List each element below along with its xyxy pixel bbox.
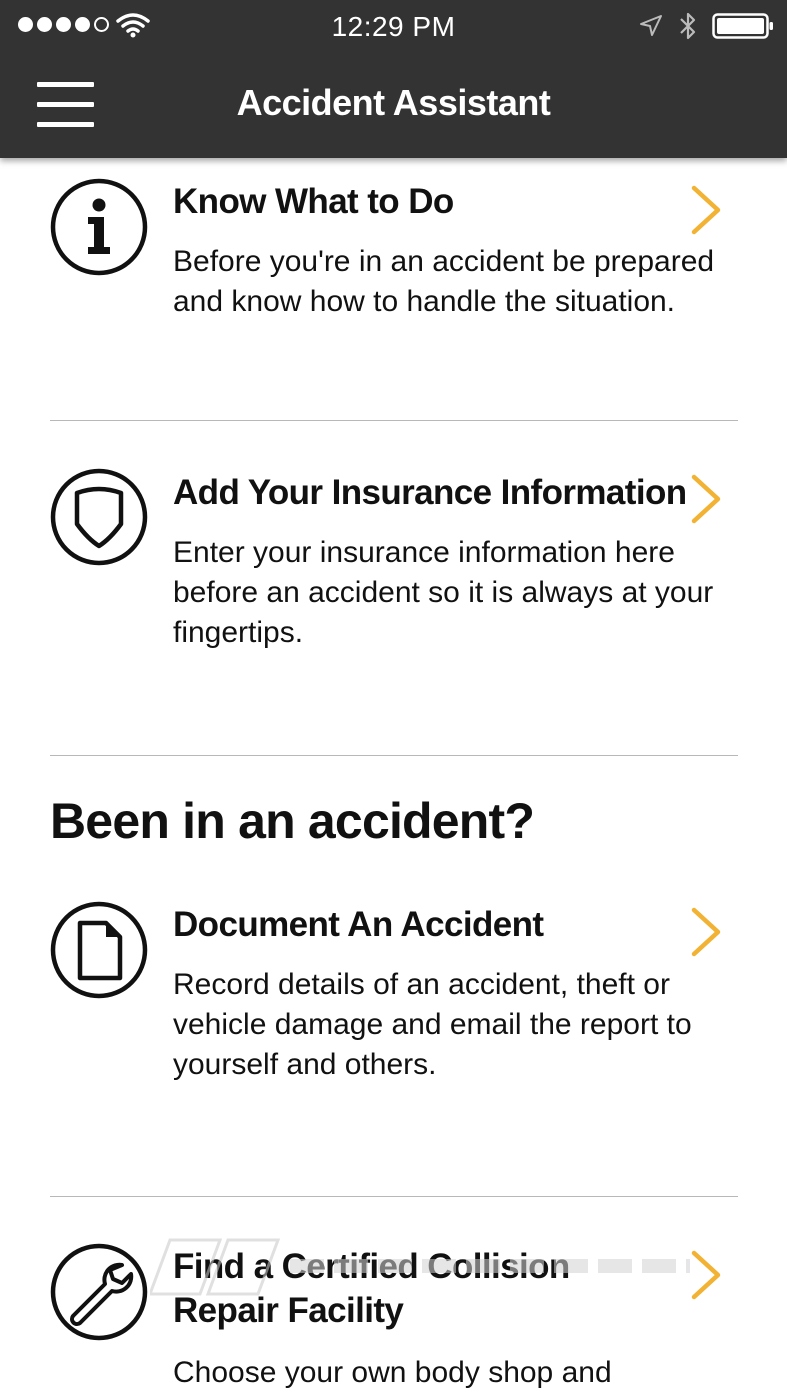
list-item-document-accident[interactable] bbox=[0, 888, 787, 1195]
chevron-right-icon bbox=[690, 184, 724, 236]
location-arrow-icon bbox=[638, 13, 664, 39]
shield-icon bbox=[50, 468, 148, 566]
item-description: Record details of an accident, theft or vehicle damage and email the report to yourself and others. bbox=[173, 968, 692, 1081]
accident-menu-list bbox=[0, 158, 787, 1400]
chevron-right-icon bbox=[690, 473, 724, 525]
bluetooth-icon bbox=[677, 10, 699, 42]
top-bar bbox=[0, 0, 787, 158]
list-item-insurance-info[interactable] bbox=[0, 421, 787, 754]
wrench-icon bbox=[50, 1243, 148, 1341]
status-time: 12:29 PM bbox=[331, 11, 456, 42]
document-icon bbox=[50, 901, 148, 999]
divider bbox=[50, 755, 738, 756]
item-description: Choose your own body shop and bbox=[173, 1356, 612, 1389]
item-title: Document An Accident bbox=[173, 905, 544, 944]
battery-icon bbox=[712, 13, 774, 39]
chevron-right-icon bbox=[690, 906, 724, 958]
watermark-logo bbox=[150, 1232, 710, 1302]
item-title: Know What to Do bbox=[173, 182, 454, 221]
item-title: Find a Certified Collision Repair Facility bbox=[173, 1247, 570, 1330]
section-heading: Been in an accident? bbox=[50, 793, 535, 849]
item-title: Add Your Insurance Information bbox=[173, 473, 687, 512]
item-description: Before you're in an accident be prepared and know how to handle the situation. bbox=[173, 245, 715, 318]
info-icon bbox=[50, 178, 148, 276]
status-bar bbox=[0, 0, 787, 52]
page-title: Accident Assistant bbox=[236, 82, 551, 123]
item-description: Enter your insurance information here before an accident so it is always at your fingertips. bbox=[173, 536, 714, 649]
list-item-know-what-to-do[interactable] bbox=[0, 158, 787, 420]
